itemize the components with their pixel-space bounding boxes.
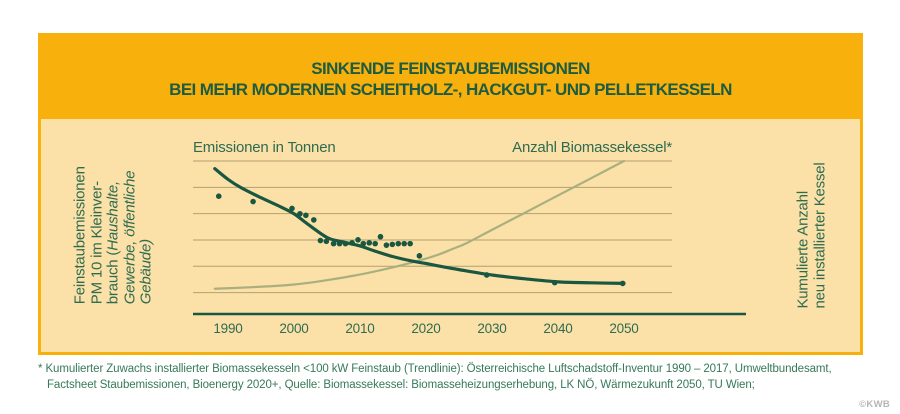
emissions-data-point	[337, 241, 343, 247]
emissions-data-point	[297, 211, 303, 217]
emissions-data-point	[384, 242, 390, 248]
emissions-data-point	[324, 239, 330, 245]
x-tick-label: 2030	[477, 321, 507, 336]
x-tick-label: 2040	[543, 321, 573, 336]
footnote	[38, 362, 868, 393]
emissions-data-point	[417, 253, 423, 259]
emissions-data-point	[355, 237, 361, 243]
left-axis-label-line1: Feinstaubemissionen	[71, 166, 89, 305]
emissions-data-point	[349, 240, 355, 246]
emissions-data-point	[361, 241, 367, 247]
emissions-data-point	[378, 234, 384, 240]
left-axis-label-line3: brauch (Haushalte,	[104, 181, 122, 305]
chart-title-line1: SINKENDE FEINSTAUBEMISSIONEN	[311, 59, 590, 78]
emissions-data-point	[407, 241, 413, 247]
emissions-data-point	[401, 241, 407, 247]
emissions-data-point	[395, 241, 401, 247]
emissions-data-point	[318, 238, 324, 244]
emissions-data-point	[366, 240, 372, 246]
emissions-data-point	[331, 241, 337, 247]
x-tick-label: 2010	[345, 321, 375, 336]
right-axis-label-line2: neu installierter Kessel	[811, 162, 829, 309]
x-tick-label: 1990	[213, 321, 243, 336]
emissions-data-point	[289, 206, 295, 212]
emissions-data-point	[216, 193, 222, 199]
series-label-biomassekessel: Anzahl Biomassekessel*	[512, 139, 672, 156]
emissions-data-point	[311, 217, 317, 223]
x-tick-label: 2000	[279, 321, 309, 336]
x-tick-label: 2020	[411, 321, 441, 336]
series-label-emissions: Emissionen in Tonnen	[193, 139, 336, 156]
chart-title-banner	[38, 33, 863, 119]
x-tick-label: 2050	[609, 321, 639, 336]
emissions-data-point	[484, 272, 490, 278]
kwb-credit: ©KWB	[859, 399, 890, 410]
chart-title-line2: BEI MEHR MODERNEN SCHEITHOLZ-, HACKGUT- UND PELLETKESSELN	[169, 80, 732, 99]
emissions-data-point	[620, 281, 626, 287]
emissions-vs-boilers-chart	[41, 119, 860, 352]
right-axis-label-line1: Kumulierte Anzahl	[794, 191, 812, 309]
footnote-line1: * Kumulierter Zuwachs installierter Biomassekesseln <100 kW Feinstaub (Trendlinie): Österreichische Luftschadstoff-Inventur 1990 – 2017, Umweltbundesamt,	[38, 363, 832, 375]
biomassekessel-line	[215, 161, 624, 289]
emissions-data-point	[390, 242, 396, 248]
left-axis-label-line4: Gewerbe, öffentliche	[121, 170, 139, 305]
emissions-data-point	[343, 241, 349, 247]
emissions-data-point	[552, 280, 558, 286]
footnote-line2: Factsheet Staubemissionen, Bioenergy 2020+, Quelle: Biomassekessel: Biomasseheizungserhebung, LK NÖ, Wärmezukunft 2050, TU Wien;	[47, 378, 755, 391]
emissions-data-point	[250, 199, 256, 205]
left-axis-label-line5: Gebäude)	[137, 239, 155, 305]
left-axis-label-line2: PM 10 im Kleinver-	[88, 181, 106, 305]
emissions-data-point	[303, 213, 309, 219]
infographic-panel	[38, 33, 863, 355]
emissions-data-point	[372, 241, 378, 247]
chart-area	[41, 119, 860, 352]
